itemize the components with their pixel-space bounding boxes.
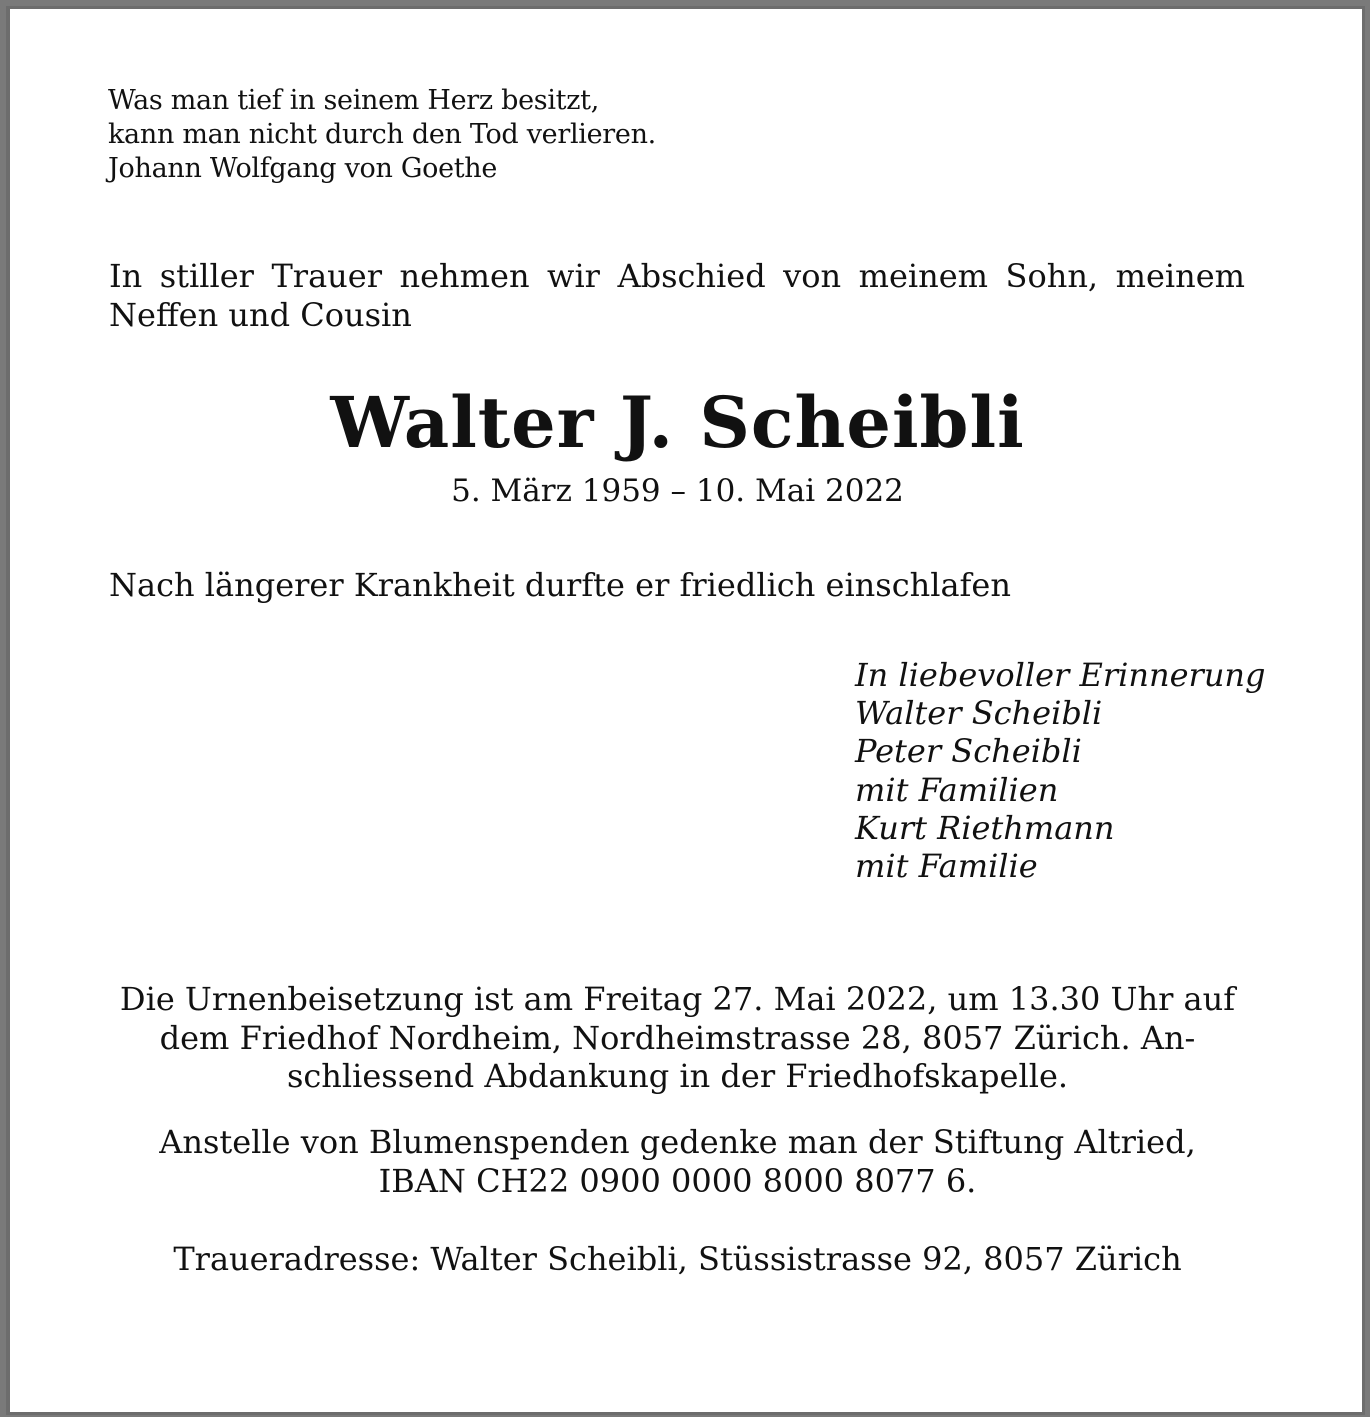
motto-line: Was man tief in seinem Herz besitzt, bbox=[108, 85, 599, 116]
funeral-line: schliessend Abdankung in der Friedhofskapelle. bbox=[286, 1057, 1069, 1095]
donation-line: IBAN CH22 0900 0000 8000 8077 6. bbox=[378, 1161, 977, 1200]
motto-quote bbox=[108, 84, 656, 186]
signatory-line: Peter Scheibli bbox=[855, 732, 1082, 771]
illness-text: Nach längerer Krankheit durfte er friedlich einschlafen bbox=[109, 566, 1011, 604]
motto-line: kann man nicht durch den Tod verlieren. bbox=[108, 119, 656, 150]
signatory-line: In liebevoller Erinnerung bbox=[855, 656, 1266, 694]
intro-text: In stiller Trauer nehmen wir Abschied von meinem Sohn, meinem Neffen und Cousin bbox=[109, 257, 1245, 334]
donation-line: Anstelle von Blumenspenden gedenke man der Stiftung Altried, bbox=[159, 1123, 1196, 1161]
deceased-name: Walter J. Scheibli bbox=[330, 381, 1025, 464]
mourning-address bbox=[0, 1240, 1355, 1279]
funeral-line: Die Urnenbeisetzung ist am Freitag 27. Mai 2022, um 13.30 Uhr auf bbox=[119, 980, 1236, 1018]
funeral-info bbox=[0, 980, 1355, 1096]
donation-info bbox=[0, 1123, 1355, 1200]
signatory-line: Kurt Riethmann bbox=[855, 808, 1115, 847]
funeral-line: dem Friedhof Nordheim, Nordheimstrasse 28, 8057 Zürich. An- bbox=[159, 1018, 1196, 1057]
deceased-dates: 5. März 1959 – 10. Mai 2022 bbox=[451, 473, 904, 509]
motto-author: Johann Wolfgang von Goethe bbox=[108, 153, 498, 184]
signatories-block bbox=[855, 656, 1266, 885]
signatory-line: mit Familien bbox=[855, 770, 1059, 809]
signatory-line: Walter Scheibli bbox=[855, 694, 1103, 733]
address-line: Traueradresse: Walter Scheibli, Stüssistrasse 92, 8057 Zürich bbox=[173, 1240, 1182, 1278]
signatory-line: mit Familie bbox=[855, 847, 1038, 886]
